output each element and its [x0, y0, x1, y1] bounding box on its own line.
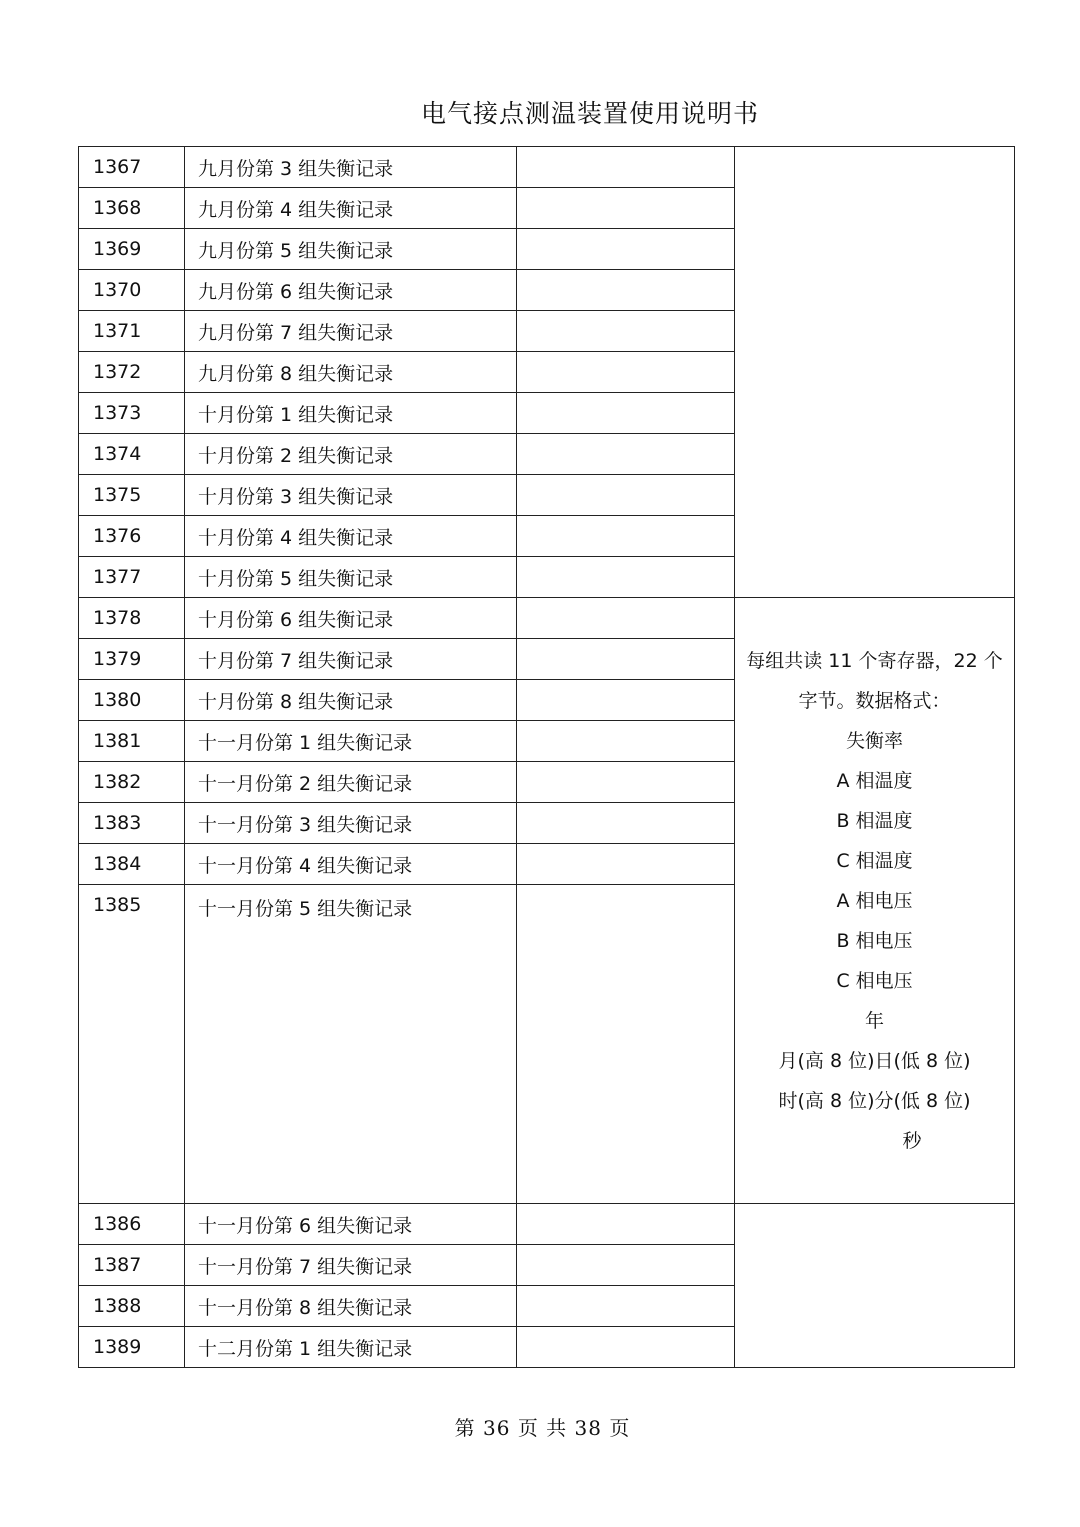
register-name-cell: 十月份第 7 组失衡记录	[185, 639, 517, 680]
register-address-cell: 1370	[79, 270, 185, 311]
data-format-note-line: A 相温度	[836, 769, 913, 792]
register-name-cell: 十一月份第 1 组失衡记录	[185, 721, 517, 762]
data-format-note-line: C 相电压	[836, 969, 913, 992]
data-format-note-cell	[735, 598, 1015, 1204]
register-name-cell: 九月份第 6 组失衡记录	[185, 270, 517, 311]
register-value-cell	[517, 557, 735, 598]
register-name-cell: 十月份第 6 组失衡记录	[185, 598, 517, 639]
register-name-cell: 十一月份第 4 组失衡记录	[185, 844, 517, 885]
register-value-cell	[517, 311, 735, 352]
register-name-cell: 十一月份第 8 组失衡记录	[185, 1286, 517, 1327]
register-value-cell	[517, 516, 735, 557]
register-address-cell: 1374	[79, 434, 185, 475]
register-table	[78, 146, 1015, 1368]
data-format-note-line: 失衡率	[845, 729, 903, 752]
register-name-cell: 九月份第 8 组失衡记录	[185, 352, 517, 393]
data-format-note-line: B 相温度	[836, 809, 913, 832]
data-format-note-line: 时(高 8 位)分(低 8 位)	[778, 1089, 971, 1112]
register-value-cell	[517, 352, 735, 393]
register-value-cell	[517, 680, 735, 721]
register-name-cell: 九月份第 5 组失衡记录	[185, 229, 517, 270]
register-name-cell: 十月份第 3 组失衡记录	[185, 475, 517, 516]
register-address-cell: 1376	[79, 516, 185, 557]
register-address-cell: 1389	[79, 1327, 185, 1368]
register-value-cell	[517, 639, 735, 680]
register-name-cell: 十月份第 8 组失衡记录	[185, 680, 517, 721]
remark-cell-empty	[735, 147, 1015, 598]
register-name-cell: 九月份第 3 组失衡记录	[185, 147, 517, 188]
register-name-cell: 九月份第 4 组失衡记录	[185, 188, 517, 229]
register-name-cell: 十月份第 5 组失衡记录	[185, 557, 517, 598]
register-address-cell: 1387	[79, 1245, 185, 1286]
register-value-cell	[517, 434, 735, 475]
data-format-note-line: 月(高 8 位)日(低 8 位)	[778, 1049, 971, 1072]
register-value-cell	[517, 844, 735, 885]
data-format-note-line: 秒	[902, 1129, 922, 1152]
register-value-cell	[517, 721, 735, 762]
register-name-cell: 十一月份第 3 组失衡记录	[185, 803, 517, 844]
register-address-cell: 1379	[79, 639, 185, 680]
register-value-cell	[517, 762, 735, 803]
data-format-note-line: A 相电压	[836, 889, 913, 912]
page-footer: 第 36 页 共 38 页	[454, 1416, 631, 1440]
data-format-note-line: B 相电压	[836, 929, 913, 952]
register-value-cell	[517, 475, 735, 516]
table-row	[79, 598, 1015, 639]
document-title: 电气接点测温装置使用说明书	[420, 99, 759, 128]
register-name-cell: 十一月份第 2 组失衡记录	[185, 762, 517, 803]
register-name-cell: 十一月份第 7 组失衡记录	[185, 1245, 517, 1286]
register-address-cell: 1386	[79, 1204, 185, 1245]
register-address-cell: 1381	[79, 721, 185, 762]
remark-cell-empty	[735, 1204, 1015, 1368]
register-value-cell	[517, 229, 735, 270]
data-format-note-line: 每组共读 11 个寄存器，22 个	[746, 649, 1003, 672]
register-value-cell	[517, 598, 735, 639]
register-name-cell: 十一月份第 6 组失衡记录	[185, 1204, 517, 1245]
register-address-cell: 1383	[79, 803, 185, 844]
register-address-cell: 1384	[79, 844, 185, 885]
register-address-cell: 1385	[79, 885, 185, 1204]
register-name-cell: 十月份第 4 组失衡记录	[185, 516, 517, 557]
register-address-cell: 1371	[79, 311, 185, 352]
register-name-cell: 九月份第 7 组失衡记录	[185, 311, 517, 352]
register-value-cell	[517, 1245, 735, 1286]
register-value-cell	[517, 1286, 735, 1327]
register-address-cell: 1378	[79, 598, 185, 639]
register-value-cell	[517, 885, 735, 1204]
register-value-cell	[517, 1204, 735, 1245]
register-value-cell	[517, 270, 735, 311]
register-address-cell: 1382	[79, 762, 185, 803]
register-value-cell	[517, 188, 735, 229]
data-format-note-line: 年	[864, 1009, 884, 1032]
register-address-cell: 1377	[79, 557, 185, 598]
register-address-cell: 1368	[79, 188, 185, 229]
table-row	[79, 1204, 1015, 1245]
register-value-cell	[517, 1327, 735, 1368]
register-address-cell: 1375	[79, 475, 185, 516]
register-name-cell: 十月份第 2 组失衡记录	[185, 434, 517, 475]
register-address-cell: 1388	[79, 1286, 185, 1327]
data-format-note-line: C 相温度	[836, 849, 913, 872]
register-value-cell	[517, 803, 735, 844]
register-address-cell: 1380	[79, 680, 185, 721]
table-row	[79, 147, 1015, 188]
data-format-note-line: 字节。数据格式：	[798, 689, 951, 712]
register-address-cell: 1372	[79, 352, 185, 393]
register-name-cell: 十月份第 1 组失衡记录	[185, 393, 517, 434]
register-name-cell: 十一月份第 5 组失衡记录	[185, 885, 517, 1204]
register-value-cell	[517, 393, 735, 434]
register-address-cell: 1373	[79, 393, 185, 434]
register-value-cell	[517, 147, 735, 188]
register-address-cell: 1367	[79, 147, 185, 188]
register-address-cell: 1369	[79, 229, 185, 270]
register-name-cell: 十二月份第 1 组失衡记录	[185, 1327, 517, 1368]
